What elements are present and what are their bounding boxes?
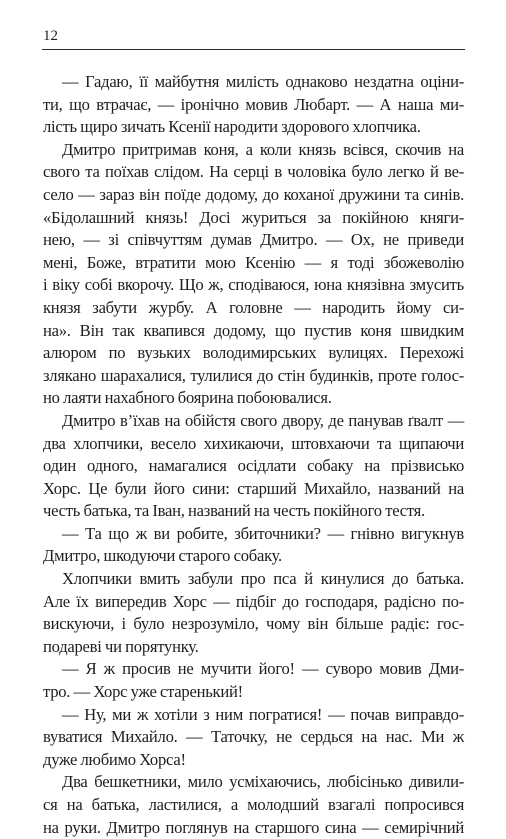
header-rule bbox=[42, 49, 465, 50]
text-line: князя забути журбу. А головне — народить йому си- bbox=[43, 297, 464, 317]
text-line: ся на батька, ластилися, а молодший взагалі попросився bbox=[43, 795, 464, 814]
text-line: лість щиро зичать Ксенії народити здорового хлопчика. bbox=[43, 117, 421, 137]
text-line: два хлопчики, весело хихикаючи, штовхаючи та щипаючи bbox=[43, 433, 464, 453]
text-line: дуже любимо Хорса! bbox=[43, 749, 186, 769]
text-line: свого та поїхав слідом. На серці в чоловіка було легко й ве- bbox=[43, 162, 464, 182]
text-line: подареві чи порятунку. bbox=[43, 636, 199, 656]
text-line: Хорс. Це були його сини: старший Михайло, названий на bbox=[43, 478, 464, 498]
text-line: честь батька, та Іван, названий на честь покійного тестя. bbox=[43, 501, 425, 521]
text-line: вуватися Михайло. — Таточку, не сердься на нас. Ми ж bbox=[43, 727, 464, 747]
text-line: Два бешкетники, мило усміхаючись, любісінько дивили- bbox=[62, 772, 464, 792]
text-line: ти, що втрачає, — іронічно мовив Любарт. — А наша ми- bbox=[43, 94, 464, 114]
text-line: нею, — зі співчуттям думав Дмитро. — Ох, не приведи bbox=[43, 230, 464, 250]
text-line: мені, Боже, втратити мою Ксенію — я тоді збожеволію bbox=[43, 252, 464, 272]
text-line: вискуючи, і було незрозуміло, чому він більше радіє: гос- bbox=[43, 614, 464, 634]
text-line: — Гадаю, її майбутня милість однаково нездатна оціни- bbox=[62, 72, 464, 91]
text-line: Хлопчики вмить забули про пса й кинулися до батька. bbox=[62, 569, 464, 589]
text-line: село — зараз він поїде додому, до коханої дружини та синів. bbox=[43, 184, 464, 204]
text-line: но лаяти нахабного боярина побоювалися. bbox=[43, 388, 332, 408]
text-line: — Ну, ми ж хотіли з ним погратися! — почав виправдо- bbox=[62, 704, 464, 724]
text-line: Дмитро в’їхав на обійстя свого двору, де панував ґвалт — bbox=[62, 410, 464, 430]
page-number: 12 bbox=[43, 28, 58, 44]
text-line: алюром по вузьких володимирських вулицях. Перехожі bbox=[43, 343, 464, 363]
text-line: на руки. Дмитро поглянув на старшого сина — семирічний bbox=[43, 817, 464, 837]
text-line: — Я ж просив не мучити його! — суворо мовив Дми- bbox=[62, 659, 464, 679]
text-line: один одного, намагалися осідлати собаку на прізвисько bbox=[43, 456, 464, 476]
text-line: тро. — Хорс уже старенький! bbox=[43, 682, 243, 702]
text-line: Але їх випередив Хорс — підбіг до господаря, радісно по- bbox=[43, 591, 464, 611]
text-line: на». Він так квапився додому, що пустив коня швидким bbox=[43, 320, 464, 340]
text-line: і віку собі вкорочу. Що ж, сподіваюся, юна князівна змусить bbox=[43, 275, 464, 295]
text-line: Дмитро, шкодуючи старого собаку. bbox=[43, 546, 282, 566]
text-line: «Бідолашний князь! Досі журиться за покійною княги- bbox=[43, 207, 464, 227]
text-line: злякано шарахалися, тулилися до стін будинків, проте голос- bbox=[43, 365, 464, 385]
body-text bbox=[43, 71, 464, 839]
text-line: — Та що ж ви робите, збиточники? — гнівно вигукнув bbox=[62, 523, 464, 543]
text-line: Дмитро притримав коня, а коли князь всівся, скочив на bbox=[62, 139, 464, 159]
